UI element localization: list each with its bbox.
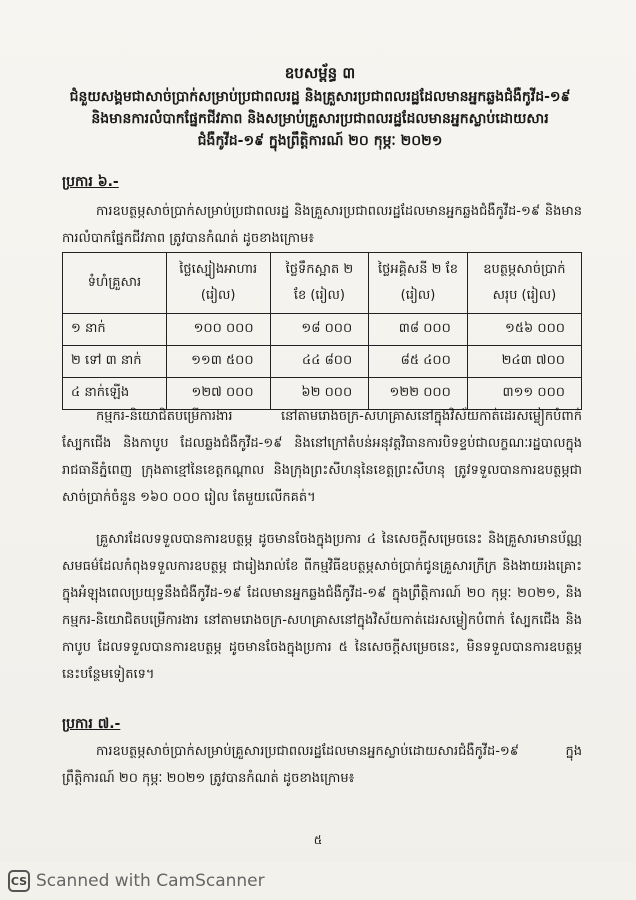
header-line-1: ជំនួយសង្គមជាសាច់ប្រាក់សម្រាប់ប្រជាពលរដ្ឋ និងគ្រួសារប្រជាពលរដ្ឋដែលមានអ្នកឆ្លងជំងឺកូវីដ-១៩ <box>69 89 571 105</box>
document-header <box>40 62 600 152</box>
camscanner-logo-icon: CS <box>8 870 30 892</box>
table-cell: ១ នាក់ <box>63 314 167 346</box>
column-header: ថ្លៃអគ្គិសនី ២ ខែ (រៀល) <box>369 253 468 314</box>
column-header: ថ្លៃទឹកស្អាត ២ ខែ (រៀល) <box>270 253 369 314</box>
column-header: ថ្លៃស្បៀងអាហារ (រៀល) <box>166 253 270 314</box>
table-cell: ១១៣ ៥០០ <box>166 346 270 378</box>
article-6-intro: ការឧបត្ថម្ភសាច់ប្រាក់សម្រាប់ប្រជាពលរដ្ឋ និងគ្រួសារប្រជាពលរដ្ឋដែលមានអ្នកឆ្លងជំងឺកូវីដ-១៩ និងមានការលំបាកផ្នែកជីវភាព ត្រូវបានកំណត់ ដូចខាងក្រោម៖ <box>62 204 582 246</box>
table-cell: ១២២ ០០០ <box>369 378 468 410</box>
table-row <box>63 314 582 346</box>
table-cell: ២៤៣ ៧០០ <box>467 346 581 378</box>
table-cell: ១២៧ ០០០ <box>166 378 270 410</box>
article-6-paragraph-2: កម្មករ-និយោជិតបម្រើការងារ នៅតាមរោងចក្រ-សហគ្រាសនៅក្នុងវិស័យកាត់ដេរសម្លៀកបំពាក់ ស្បែកជើង និងកាបូប ដែលឆ្លងជំងឺកូវីដ-១៩ និងនៅក្រៅតំបន់អនុវត្តវិធានការបិទខ្ទប់ជាលក្ខណៈរដ្ឋបាលក្នុងរាជធានីភ្នំពេញ ក្រុងតាខ្មៅនៃខេត្តកណ្ដាល និងក្រុងព្រះសីហនុនៃខេត្តព្រះសីហនុ ត្រូវទទួលបានការឧបត្ថម្ភជាសាច់ប្រាក់ចំនួន ១៦០ ០០០ រៀល តែមួយលើកគត់។ <box>62 409 582 505</box>
table-cell: ៤៤ ៨០០ <box>270 346 369 378</box>
scanner-watermark <box>0 862 636 900</box>
page-number: ៥ <box>313 833 323 847</box>
table-cell: ៨៥ ៤០០ <box>369 346 468 378</box>
annex-title: ឧបសម្ព័ន្ធ ៣ <box>284 64 356 82</box>
table-cell: ២ ទៅ ៣ នាក់ <box>63 346 167 378</box>
header-line-2: និងមានការលំបាកផ្នែកជីវភាព និងសម្រាប់គ្រួសារប្រជាពលរដ្ឋដែលមានអ្នកស្លាប់ដោយសារ <box>91 111 549 127</box>
aid-table <box>62 252 582 410</box>
table-cell: ១៨ ០០០ <box>270 314 369 346</box>
table-cell: ៤ នាក់ឡើង <box>63 378 167 410</box>
article-6-paragraph-3: គ្រួសារដែលទទួលបានការឧបត្ថម្ភ ដូចមានចែងក្នុងប្រការ ៤ នៃសេចក្ដីសម្រេចនេះ និងគ្រួសារមានប័ណ្ណសមធម៌ដែលកំពុងទទួលការឧបត្ថម្ភ ជារៀងរាល់ខែ ពីកម្មវិធីឧបត្ថម្ភសាច់ប្រាក់ជូនគ្រួសារក្រីក្រ និងងាយរងគ្រោះ ក្នុងអំឡុងពេលប្រយុទ្ធនឹងជំងឺកូវីដ-១៩ ដែលមានអ្នកឆ្លងជំងឺកូវីដ-១៩ ក្នុងព្រឹត្តិការណ៍ ២០ កុម្ភៈ ២០២១, និងកម្មករ-និយោជិតបម្រើការងារ នៅតាមរោងចក្រ-សហគ្រាសនៅក្នុងវិស័យកាត់ដេរសម្លៀកបំពាក់ ស្បែកជើង និងកាបូប ដែលទទួលបានការឧបត្ថម្ភ ដូចមានចែងក្នុងប្រការ ៥ នៃសេចក្ដីសម្រេចនេះ, មិនទទួលបានការឧបត្ថម្ភនេះបន្ថែមទៀតទេ។ <box>62 532 582 682</box>
header-line-3: ជំងឺកូវីដ-១៩ ក្នុងព្រឹត្តិការណ៍ ២០ កុម្ភៈ ២០២១ <box>197 133 443 149</box>
table-cell: ១៥៦ ០០០ <box>467 314 581 346</box>
scanner-text: Scanned with CamScanner <box>36 871 265 891</box>
table-cell: ៦២ ០០០ <box>270 378 369 410</box>
table-header-row <box>63 253 582 314</box>
table-cell: ៣៨ ០០០ <box>369 314 468 346</box>
table-cell: ៣១១ ០០០ <box>467 378 581 410</box>
table-cell: ១០០ ០០០ <box>166 314 270 346</box>
article-6-title: ប្រការ ៦.- <box>62 174 119 190</box>
column-header: ឧបត្ថម្ភសាច់ប្រាក់សរុប (រៀល) <box>467 253 581 314</box>
table-row <box>63 346 582 378</box>
article-7-title: ប្រការ ៧.- <box>62 716 121 732</box>
article-7-intro: ការឧបត្ថម្ភសាច់ប្រាក់សម្រាប់គ្រួសារប្រជាពលរដ្ឋដែលមានអ្នកស្លាប់ដោយសារជំងឺកូវីដ-១៩ ក្នុងព្រឹត្តិការណ៍ ២០ កុម្ភៈ ២០២១ ត្រូវបានកំណត់ ដូចខាងក្រោម៖ <box>62 744 582 786</box>
column-header: ទំហំគ្រួសារ <box>63 253 167 314</box>
